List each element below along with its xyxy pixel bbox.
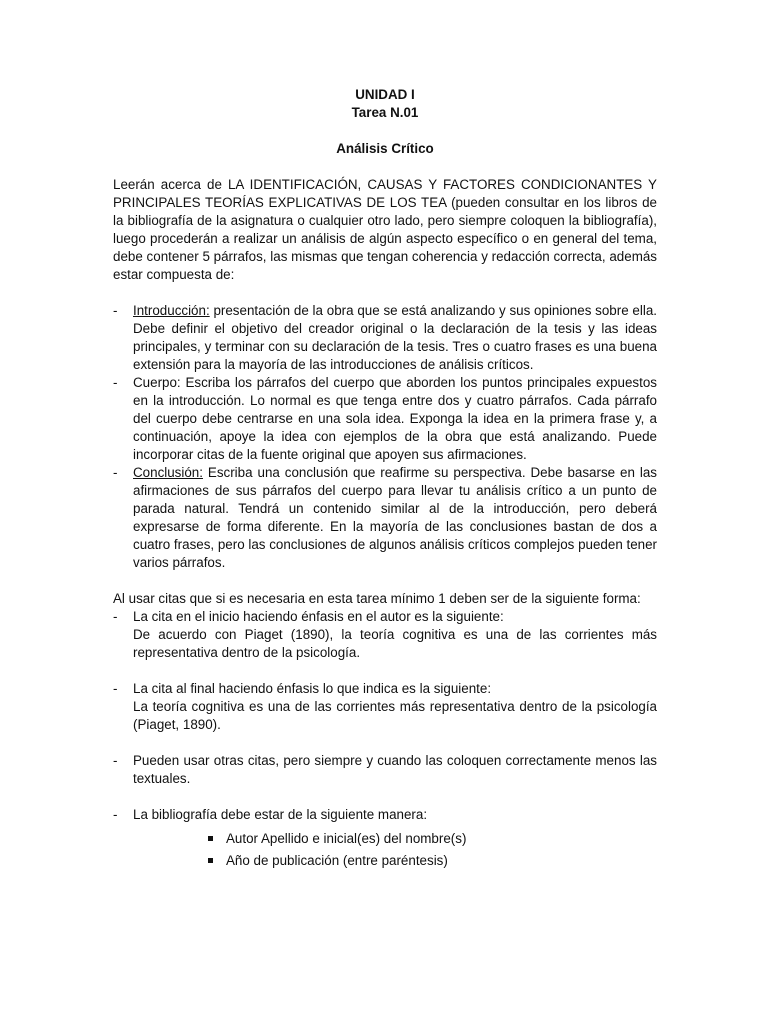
citation-text: Pueden usar otras citas, pero siempre y cuando las coloquen correctamente menos las textuales.: [133, 753, 657, 786]
list-item-cuerpo: [113, 374, 657, 464]
dash-marker: -: [113, 807, 118, 822]
citations-list: [113, 608, 657, 824]
square-bullet-icon: [208, 836, 213, 841]
dash-marker: -: [113, 609, 118, 624]
dash-marker: -: [113, 303, 118, 318]
dash-marker: -: [113, 465, 118, 480]
bibliography-item: [206, 828, 657, 850]
document-page: [113, 86, 657, 872]
list-item-conclusion: [113, 464, 657, 572]
citation-text: La bibliografía debe estar de la siguiente manera:: [133, 807, 428, 822]
section-label: Cuerpo:: [133, 375, 181, 390]
list-item-citation-end: [113, 680, 657, 734]
section-text: Escriba los párrafos del cuerpo que aborden los puntos principales expuestos en la introducción. Lo normal es que tenga entre dos y cuatro párrafos. Cada párrafo del cuerpo debe centrarse en una sola idea. Exponga la idea en la primera frase y, a continuación, apoye la idea con ejemplos de la obra que está analizando. Puede incorporar citas de la fuente original que apoyen sus afirmaciones.: [133, 375, 657, 462]
citation-example: La teoría cognitiva es una de las corrientes más representativa dentro de la psicología (Piaget, 1890).: [133, 699, 657, 732]
structure-list: [113, 302, 657, 572]
citation-example: De acuerdo con Piaget (1890), la teoría cognitiva es una de las corrientes más representativa dentro de la psicología.: [133, 627, 657, 660]
section-label: Introducción:: [133, 303, 210, 318]
citation-text: La cita en el inicio haciendo énfasis en el autor es la siguiente:: [133, 609, 504, 624]
list-item-bibliography: [113, 806, 657, 824]
bibliography-item-text: Año de publicación (entre paréntesis): [226, 853, 448, 868]
list-item-other-citations: [113, 752, 657, 788]
page-title: Análisis Crítico: [336, 141, 434, 156]
dash-marker: -: [113, 681, 118, 696]
unit-heading: UNIDAD I: [355, 87, 415, 102]
square-bullet-icon: [208, 858, 213, 863]
section-text: Escriba una conclusión que reafirme su perspectiva. Debe basarse en las afirmaciones de sus párrafos del cuerpo para llevar tu análisis crítico a un punto de parada natural. Tendrá un contenido similar al de la introducción, pero deberá expresarse de forma diferente. En la mayoría de las conclusiones bastan de dos a cuatro frases, pero las conclusiones de algunos análisis críticos complejos pueden tener varios párrafos.: [133, 465, 658, 570]
section-label: Conclusión:: [133, 465, 203, 480]
section-text: presentación de la obra que se está analizando y sus opiniones sobre ella. Debe definir el objetivo del creador original o la declaración de la tesis y las ideas principales, y terminar con su declaración de la tesis. Tres o cuatro frases es una buena extensión para la mayoría de las introducciones de análisis críticos.: [133, 303, 657, 372]
bibliography-format-list: [113, 828, 657, 872]
dash-marker: -: [113, 753, 118, 768]
task-heading: Tarea N.01: [351, 105, 419, 120]
list-item-introduccion: [113, 302, 657, 374]
bibliography-item-text: Autor Apellido e inicial(es) del nombre(s): [226, 831, 467, 846]
citations-intro: Al usar citas que si es necesaria en esta tarea mínimo 1 deben ser de la siguiente forma:: [113, 591, 641, 606]
citation-text: La cita al final haciendo énfasis lo que indica es la siguiente:: [133, 681, 492, 696]
bibliography-item: [206, 850, 657, 872]
list-item-citation-start: [113, 608, 657, 662]
dash-marker: -: [113, 375, 118, 390]
intro-paragraph: Leerán acerca de LA IDENTIFICACIÓN, CAUSAS Y FACTORES CONDICIONANTES Y PRINCIPALES TEORÍAS EXPLICATIVAS DE LOS TEA (pueden consultar en los libros de la bibliografía de la asignatura o cualquier otro lado, pero siempre coloquen la bibliografía), luego procederán a realizar un análisis de algún aspecto específico o en general del tema, debe contener 5 párrafos, las mismas que tengan coherencia y redacción correcta, además estar compuesta de:: [113, 177, 657, 282]
